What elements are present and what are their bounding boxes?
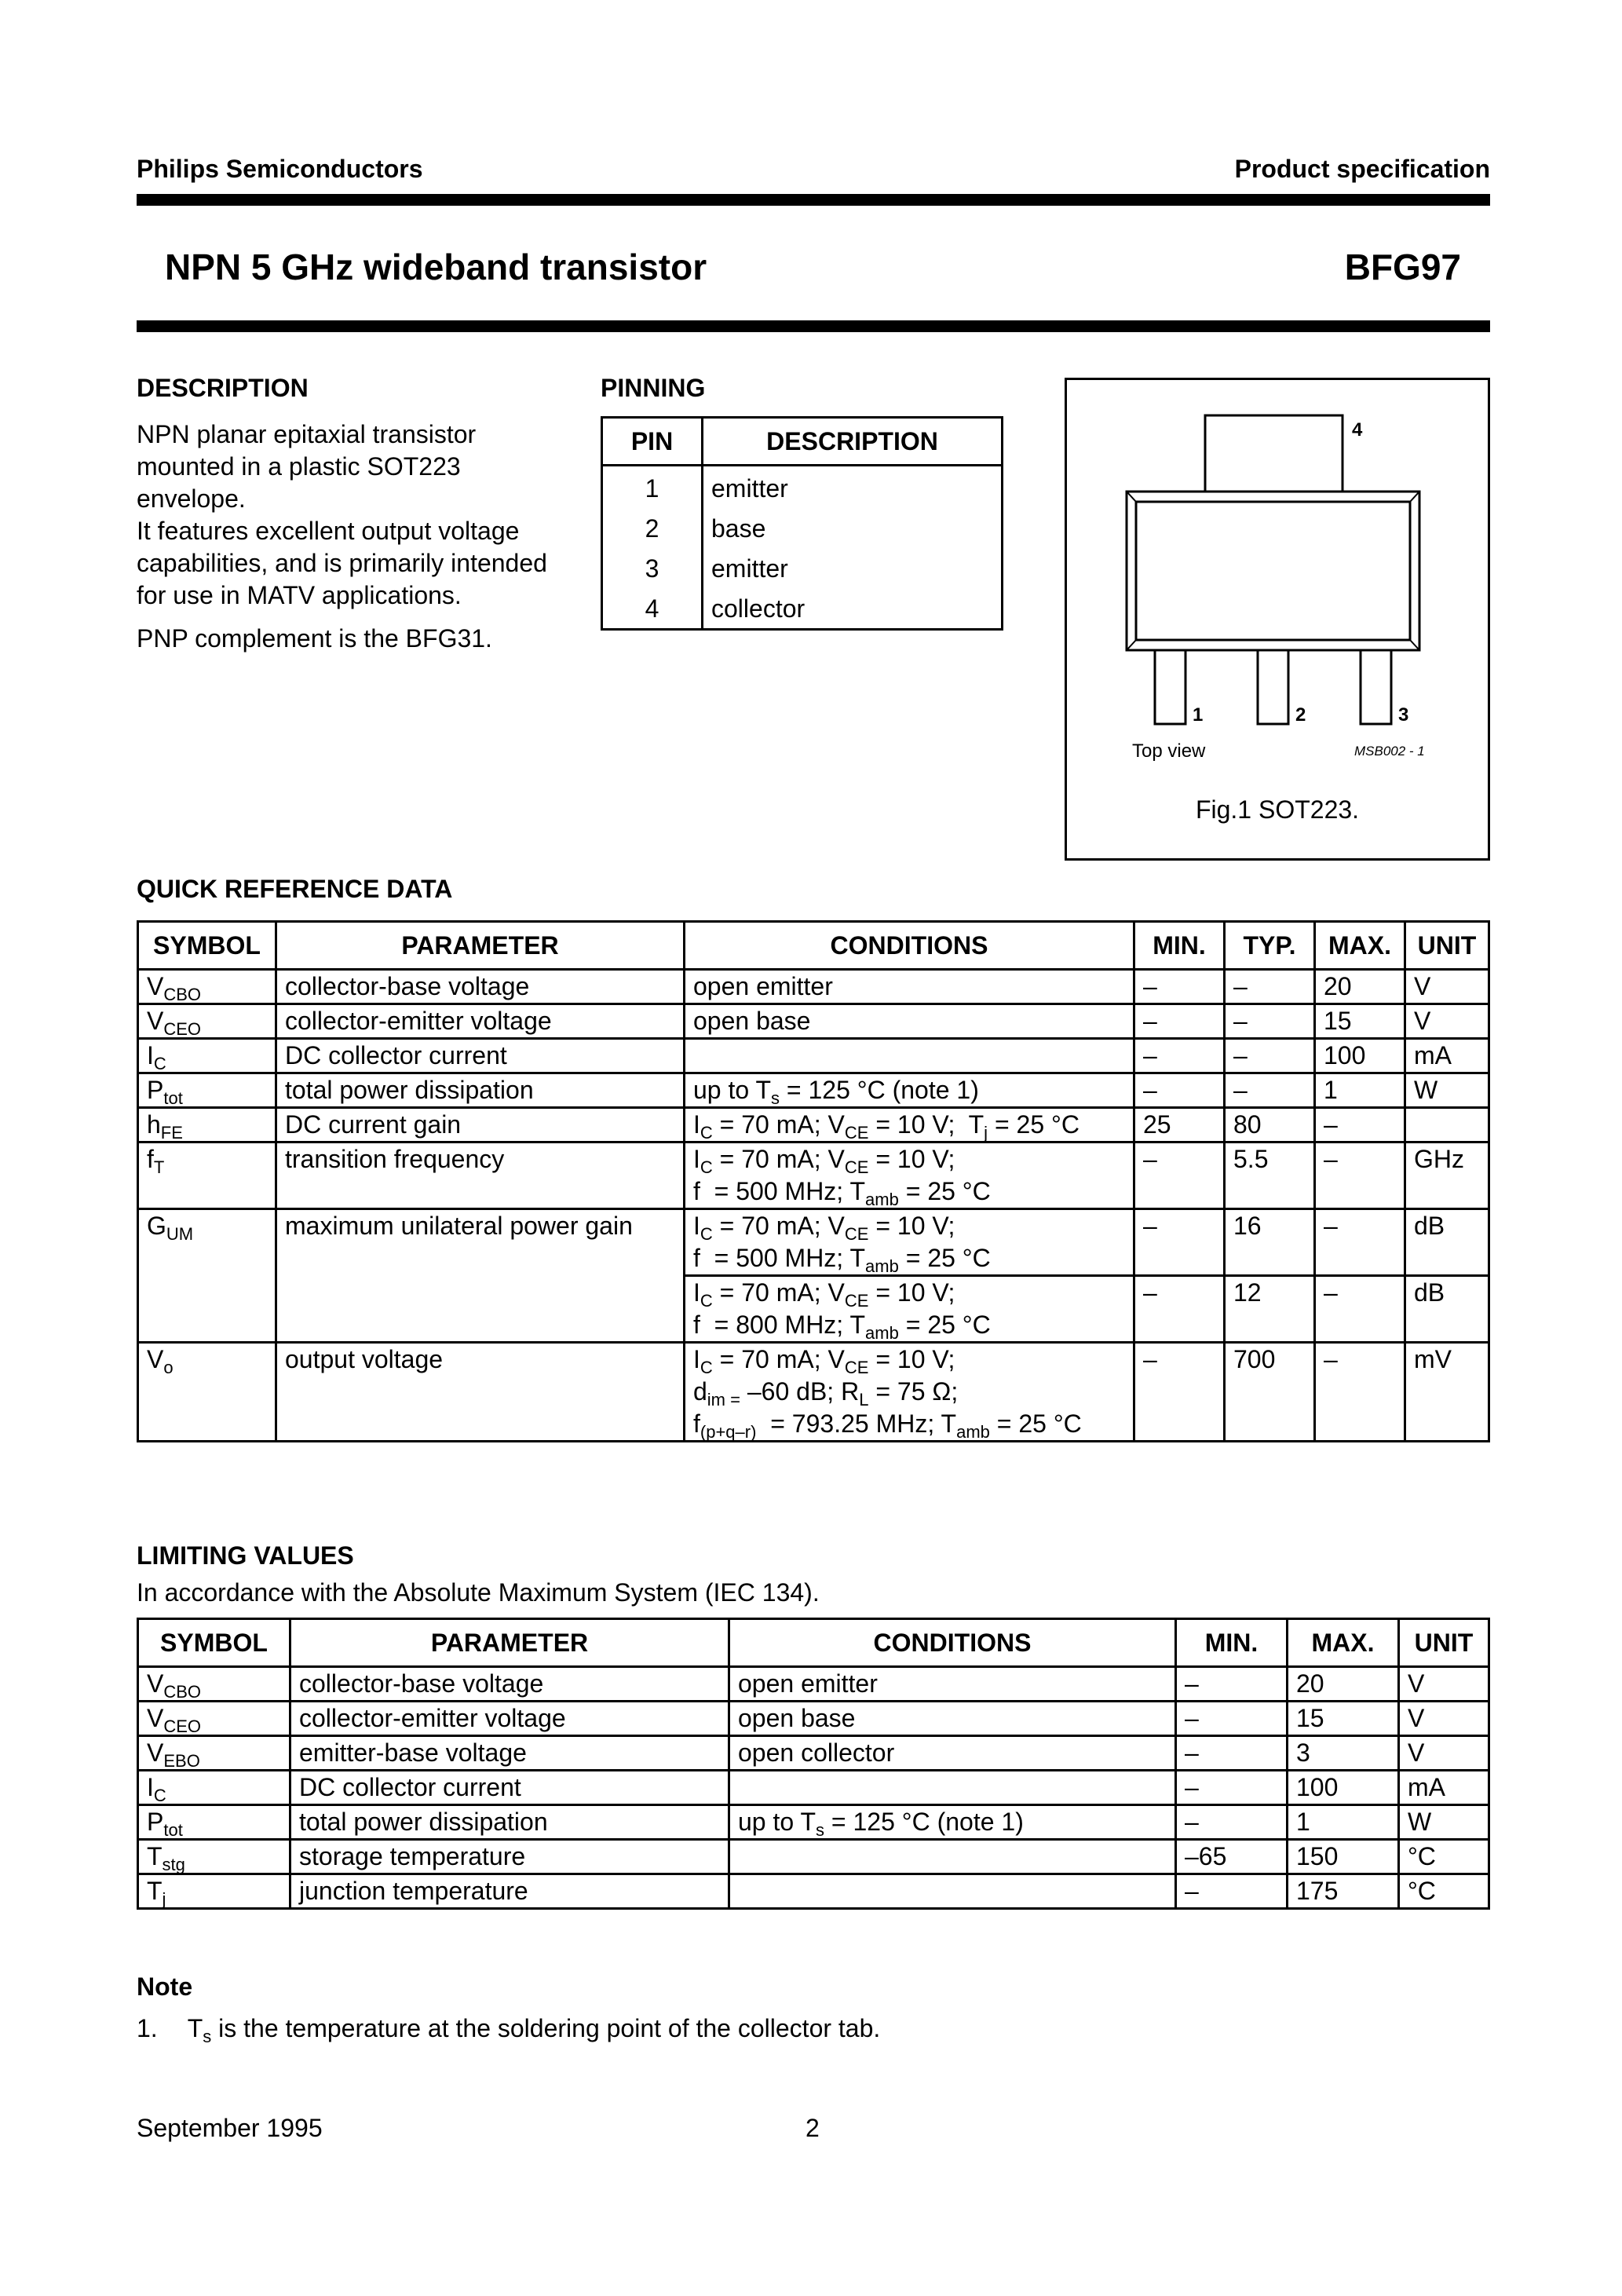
unit-cell: °C <box>1399 1840 1489 1874</box>
conditions-cell <box>729 1874 1176 1909</box>
pin-label-3: 3 <box>1398 704 1409 726</box>
note-text: is the temperature at the soldering point of the collector tab. <box>211 2014 881 2042</box>
unit-cell: dB <box>1405 1209 1489 1276</box>
parameter-cell: total power dissipation <box>276 1073 685 1108</box>
figure-code: MSB002 - 1 <box>1354 744 1425 759</box>
table-row <box>602 505 1003 545</box>
min-cell: 25 <box>1134 1108 1225 1143</box>
limiting-subtitle: In accordance with the Absolute Maximum System (IEC 134). <box>137 1578 820 1607</box>
max-cell: 15 <box>1288 1702 1399 1736</box>
table-row <box>138 1874 1489 1909</box>
parameter-cell: junction temperature <box>290 1874 729 1909</box>
col-header: TYP. <box>1225 922 1315 970</box>
part-number: BFG97 <box>1344 247 1461 287</box>
symbol-cell: $T_j$ <box>138 1874 290 1909</box>
typ-cell: – <box>1225 1073 1315 1108</box>
description-line: for use in MATV applications. <box>137 581 462 609</box>
max-cell: – <box>1315 1143 1405 1209</box>
min-cell: – <box>1134 1073 1225 1108</box>
unit-cell: V <box>1405 1004 1489 1039</box>
document-type: Product specification <box>1234 155 1490 183</box>
pinning-heading: PINNING <box>601 374 706 402</box>
table-row <box>138 1702 1489 1736</box>
unit-cell: V <box>1399 1702 1489 1736</box>
unit-cell: W <box>1405 1073 1489 1108</box>
pin-lead-1 <box>1155 650 1185 724</box>
table-row <box>138 1736 1489 1771</box>
conditions-cell: up to $T_s = 125$ °C (note 1) <box>729 1805 1176 1840</box>
table-row <box>602 585 1003 630</box>
pin-lead-3 <box>1361 650 1391 724</box>
footer-date: September 1995 <box>137 2114 323 2142</box>
conditions-cell: open emitter <box>685 970 1134 1004</box>
description-line: envelope. <box>137 484 246 513</box>
conditions-cell: open base <box>685 1004 1134 1039</box>
description-line: mounted in a plastic SOT223 <box>137 452 461 481</box>
typ-cell: 80 <box>1225 1108 1315 1143</box>
max-cell: 100 <box>1288 1771 1399 1805</box>
table-row <box>138 1667 1489 1702</box>
max-cell: 100 <box>1315 1039 1405 1073</box>
min-cell: – <box>1176 1874 1288 1909</box>
table-header-row <box>602 418 1003 466</box>
description-heading: DESCRIPTION <box>137 374 309 402</box>
limiting-values-table <box>137 1618 1490 1910</box>
unit-cell: V <box>1399 1667 1489 1702</box>
pin-label-2: 2 <box>1295 704 1306 726</box>
parameter-cell: DC collector current <box>290 1771 729 1805</box>
parameter-cell: output voltage <box>276 1343 685 1442</box>
parameter-cell: collector-emitter voltage <box>276 1004 685 1039</box>
pin-number: 4 <box>602 585 703 630</box>
pin-description: emitter <box>703 545 1003 585</box>
parameter-cell: storage temperature <box>290 1840 729 1874</box>
conditions-cell: open base <box>729 1702 1176 1736</box>
conditions-cell: open collector <box>729 1736 1176 1771</box>
col-header: CONDITIONS <box>729 1619 1176 1667</box>
symbol-cell: $h_{FE}$ <box>138 1108 276 1143</box>
conditions-cell <box>729 1840 1176 1874</box>
min-cell: – <box>1134 1276 1225 1343</box>
symbol-cell: $V_{CEO}$ <box>138 1004 276 1039</box>
parameter-cell: DC collector current <box>276 1039 685 1073</box>
conditions-cell: $I_C = 70$ mA; $V_{CE} = 10$ V; f = 500 MHz; $T_{amb} = 25$ °C <box>685 1143 1134 1209</box>
typ-cell: – <box>1225 970 1315 1004</box>
max-cell: – <box>1315 1343 1405 1442</box>
min-cell: – <box>1134 1004 1225 1039</box>
parameter-cell: maximum unilateral power gain <box>276 1209 685 1343</box>
symbol-cell: $T_{stg}$ <box>138 1840 290 1874</box>
pin-label-1: 1 <box>1193 704 1204 726</box>
typ-cell: 700 <box>1225 1343 1315 1442</box>
col-header: MAX. <box>1315 922 1405 970</box>
conditions-cell: $I_C = 70$ mA; $V_{CE} = 10$ V; f = 500 MHz; $T_{amb} = 25$ °C <box>685 1209 1134 1276</box>
min-cell: – <box>1176 1771 1288 1805</box>
parameter-cell: collector-emitter voltage <box>290 1702 729 1736</box>
conditions-cell: $I_C = 70$ mA; $V_{CE} = 10$ V; $d_{im =}$ –60 dB; $R_L = 75$ Ω; $f_{(p+q-r)} = 793.25$ MHz; $T_{amb} = 25$ °C <box>685 1343 1134 1442</box>
unit-cell: mV <box>1405 1343 1489 1442</box>
col-header: UNIT <box>1405 922 1489 970</box>
table-row <box>138 1771 1489 1805</box>
symbol-cell: $f_T$ <box>138 1143 276 1209</box>
table-row <box>138 1039 1489 1073</box>
conditions-cell: up to $T_s = 125$ °C (note 1) <box>685 1073 1134 1108</box>
pin-number: 2 <box>602 505 703 545</box>
table-row <box>138 1108 1489 1143</box>
min-cell: – <box>1176 1805 1288 1840</box>
symbol-cell: $P_{tot}$ <box>138 1073 276 1108</box>
min-cell: – <box>1134 970 1225 1004</box>
parameter-cell: transition frequency <box>276 1143 685 1209</box>
top-view-label: Top view <box>1132 740 1206 762</box>
company-name: Philips Semiconductors <box>137 155 423 183</box>
col-header: DESCRIPTION <box>703 418 1003 466</box>
header-rule <box>137 194 1490 206</box>
max-cell: 1 <box>1288 1805 1399 1840</box>
col-header: SYMBOL <box>138 922 276 970</box>
table-row <box>138 1209 1489 1276</box>
note-heading: Note <box>137 1972 193 2001</box>
max-cell: – <box>1315 1209 1405 1276</box>
unit-cell <box>1405 1108 1489 1143</box>
col-header: MAX. <box>1288 1619 1399 1667</box>
min-cell: –65 <box>1176 1840 1288 1874</box>
parameter-cell: collector-base voltage <box>290 1667 729 1702</box>
unit-cell: mA <box>1405 1039 1489 1073</box>
min-cell: – <box>1134 1143 1225 1209</box>
typ-cell: 16 <box>1225 1209 1315 1276</box>
col-header: PARAMETER <box>290 1619 729 1667</box>
complement-note: PNP complement is the BFG31. <box>137 624 492 653</box>
symbol-cell: $G_{UM}$ <box>138 1209 276 1343</box>
max-cell: 175 <box>1288 1874 1399 1909</box>
limiting-heading: LIMITING VALUES <box>137 1541 354 1570</box>
table-row <box>138 1143 1489 1209</box>
unit-cell: dB <box>1405 1276 1489 1343</box>
qrd-heading: QUICK REFERENCE DATA <box>137 875 453 903</box>
page-number: 2 <box>806 2114 820 2142</box>
unit-cell: GHz <box>1405 1143 1489 1209</box>
col-header: MIN. <box>1176 1619 1288 1667</box>
quick-reference-table <box>137 920 1490 1442</box>
table-row <box>138 1343 1489 1442</box>
pin-label-4: 4 <box>1352 419 1363 441</box>
description-line: NPN planar epitaxial transistor <box>137 420 477 448</box>
min-cell: – <box>1134 1039 1225 1073</box>
pin-lead-2 <box>1258 650 1288 724</box>
max-cell: 150 <box>1288 1840 1399 1874</box>
min-cell: – <box>1134 1343 1225 1442</box>
description-line: capabilities, and is primarily intended <box>137 549 547 577</box>
figure-caption: Fig.1 SOT223. <box>1195 795 1360 824</box>
col-header: CONDITIONS <box>685 922 1134 970</box>
symbol-cell: $V_{CBO}$ <box>138 970 276 1004</box>
table-row <box>138 970 1489 1004</box>
pin-number: 3 <box>602 545 703 585</box>
unit-cell: V <box>1405 970 1489 1004</box>
symbol-cell: $V_{CEO}$ <box>138 1702 290 1736</box>
typ-cell: 5.5 <box>1225 1143 1315 1209</box>
description-line: It features excellent output voltage <box>137 517 520 545</box>
pin-description: collector <box>703 585 1003 630</box>
col-header: PARAMETER <box>276 922 685 970</box>
conditions-cell: $I_C = 70$ mA; $V_{CE} = 10$ V; $T_j = 25$ °C <box>685 1108 1134 1143</box>
figure-sot223 <box>1065 378 1490 861</box>
pin-description: emitter <box>703 466 1003 506</box>
conditions-cell <box>729 1771 1176 1805</box>
max-cell: 15 <box>1315 1004 1405 1039</box>
description-text <box>137 419 547 655</box>
table-row <box>138 1073 1489 1108</box>
pin-description: base <box>703 505 1003 545</box>
unit-cell: V <box>1399 1736 1489 1771</box>
note-number: 1. <box>137 2014 158 2042</box>
typ-cell: – <box>1225 1039 1315 1073</box>
unit-cell: mA <box>1399 1771 1489 1805</box>
pin-number: 1 <box>602 466 703 506</box>
parameter-cell: DC current gain <box>276 1108 685 1143</box>
symbol-cell: $V_{EBO}$ <box>138 1736 290 1771</box>
max-cell: 1 <box>1315 1073 1405 1108</box>
col-header: PIN <box>602 418 703 466</box>
symbol-cell: $I_C$ <box>138 1039 276 1073</box>
table-row <box>602 466 1003 506</box>
conditions-cell <box>685 1039 1134 1073</box>
max-cell: 3 <box>1288 1736 1399 1771</box>
min-cell: – <box>1176 1667 1288 1702</box>
max-cell: 20 <box>1288 1667 1399 1702</box>
sot223-package-drawing <box>1067 380 1488 858</box>
table-row <box>138 1004 1489 1039</box>
conditions-cell: open emitter <box>729 1667 1176 1702</box>
table-row <box>602 545 1003 585</box>
col-header: UNIT <box>1399 1619 1489 1667</box>
max-cell: – <box>1315 1108 1405 1143</box>
min-cell: – <box>1176 1702 1288 1736</box>
package-body <box>1127 492 1419 650</box>
conditions-cell: $I_C = 70$ mA; $V_{CE} = 10$ V; f = 800 MHz; $T_{amb} = 25$ °C <box>685 1276 1134 1343</box>
collector-tab <box>1205 415 1343 492</box>
col-header: SYMBOL <box>138 1619 290 1667</box>
symbol-cell: $V_o$ <box>138 1343 276 1442</box>
parameter-cell: emitter-base voltage <box>290 1736 729 1771</box>
typ-cell: – <box>1225 1004 1315 1039</box>
max-cell: – <box>1315 1276 1405 1343</box>
product-title: NPN 5 GHz wideband transistor <box>165 247 707 287</box>
parameter-cell: collector-base voltage <box>276 970 685 1004</box>
max-cell: 20 <box>1315 970 1405 1004</box>
symbol-cell: $I_C$ <box>138 1771 290 1805</box>
symbol-cell: $P_{tot}$ <box>138 1805 290 1840</box>
title-rule <box>137 320 1490 332</box>
typ-cell: 12 <box>1225 1276 1315 1343</box>
note-item: 1. $T_s$ is the temperature at the soldering point of the collector tab. <box>137 2014 881 2046</box>
table-row <box>138 1840 1489 1874</box>
unit-cell: °C <box>1399 1874 1489 1909</box>
min-cell: – <box>1134 1209 1225 1276</box>
symbol-cell: $V_{CBO}$ <box>138 1667 290 1702</box>
table-row <box>138 1805 1489 1840</box>
col-header: MIN. <box>1134 922 1225 970</box>
table-header-row <box>138 922 1489 970</box>
min-cell: – <box>1176 1736 1288 1771</box>
parameter-cell: total power dissipation <box>290 1805 729 1840</box>
unit-cell: W <box>1399 1805 1489 1840</box>
pinning-table <box>601 416 1003 631</box>
table-header-row <box>138 1619 1489 1667</box>
